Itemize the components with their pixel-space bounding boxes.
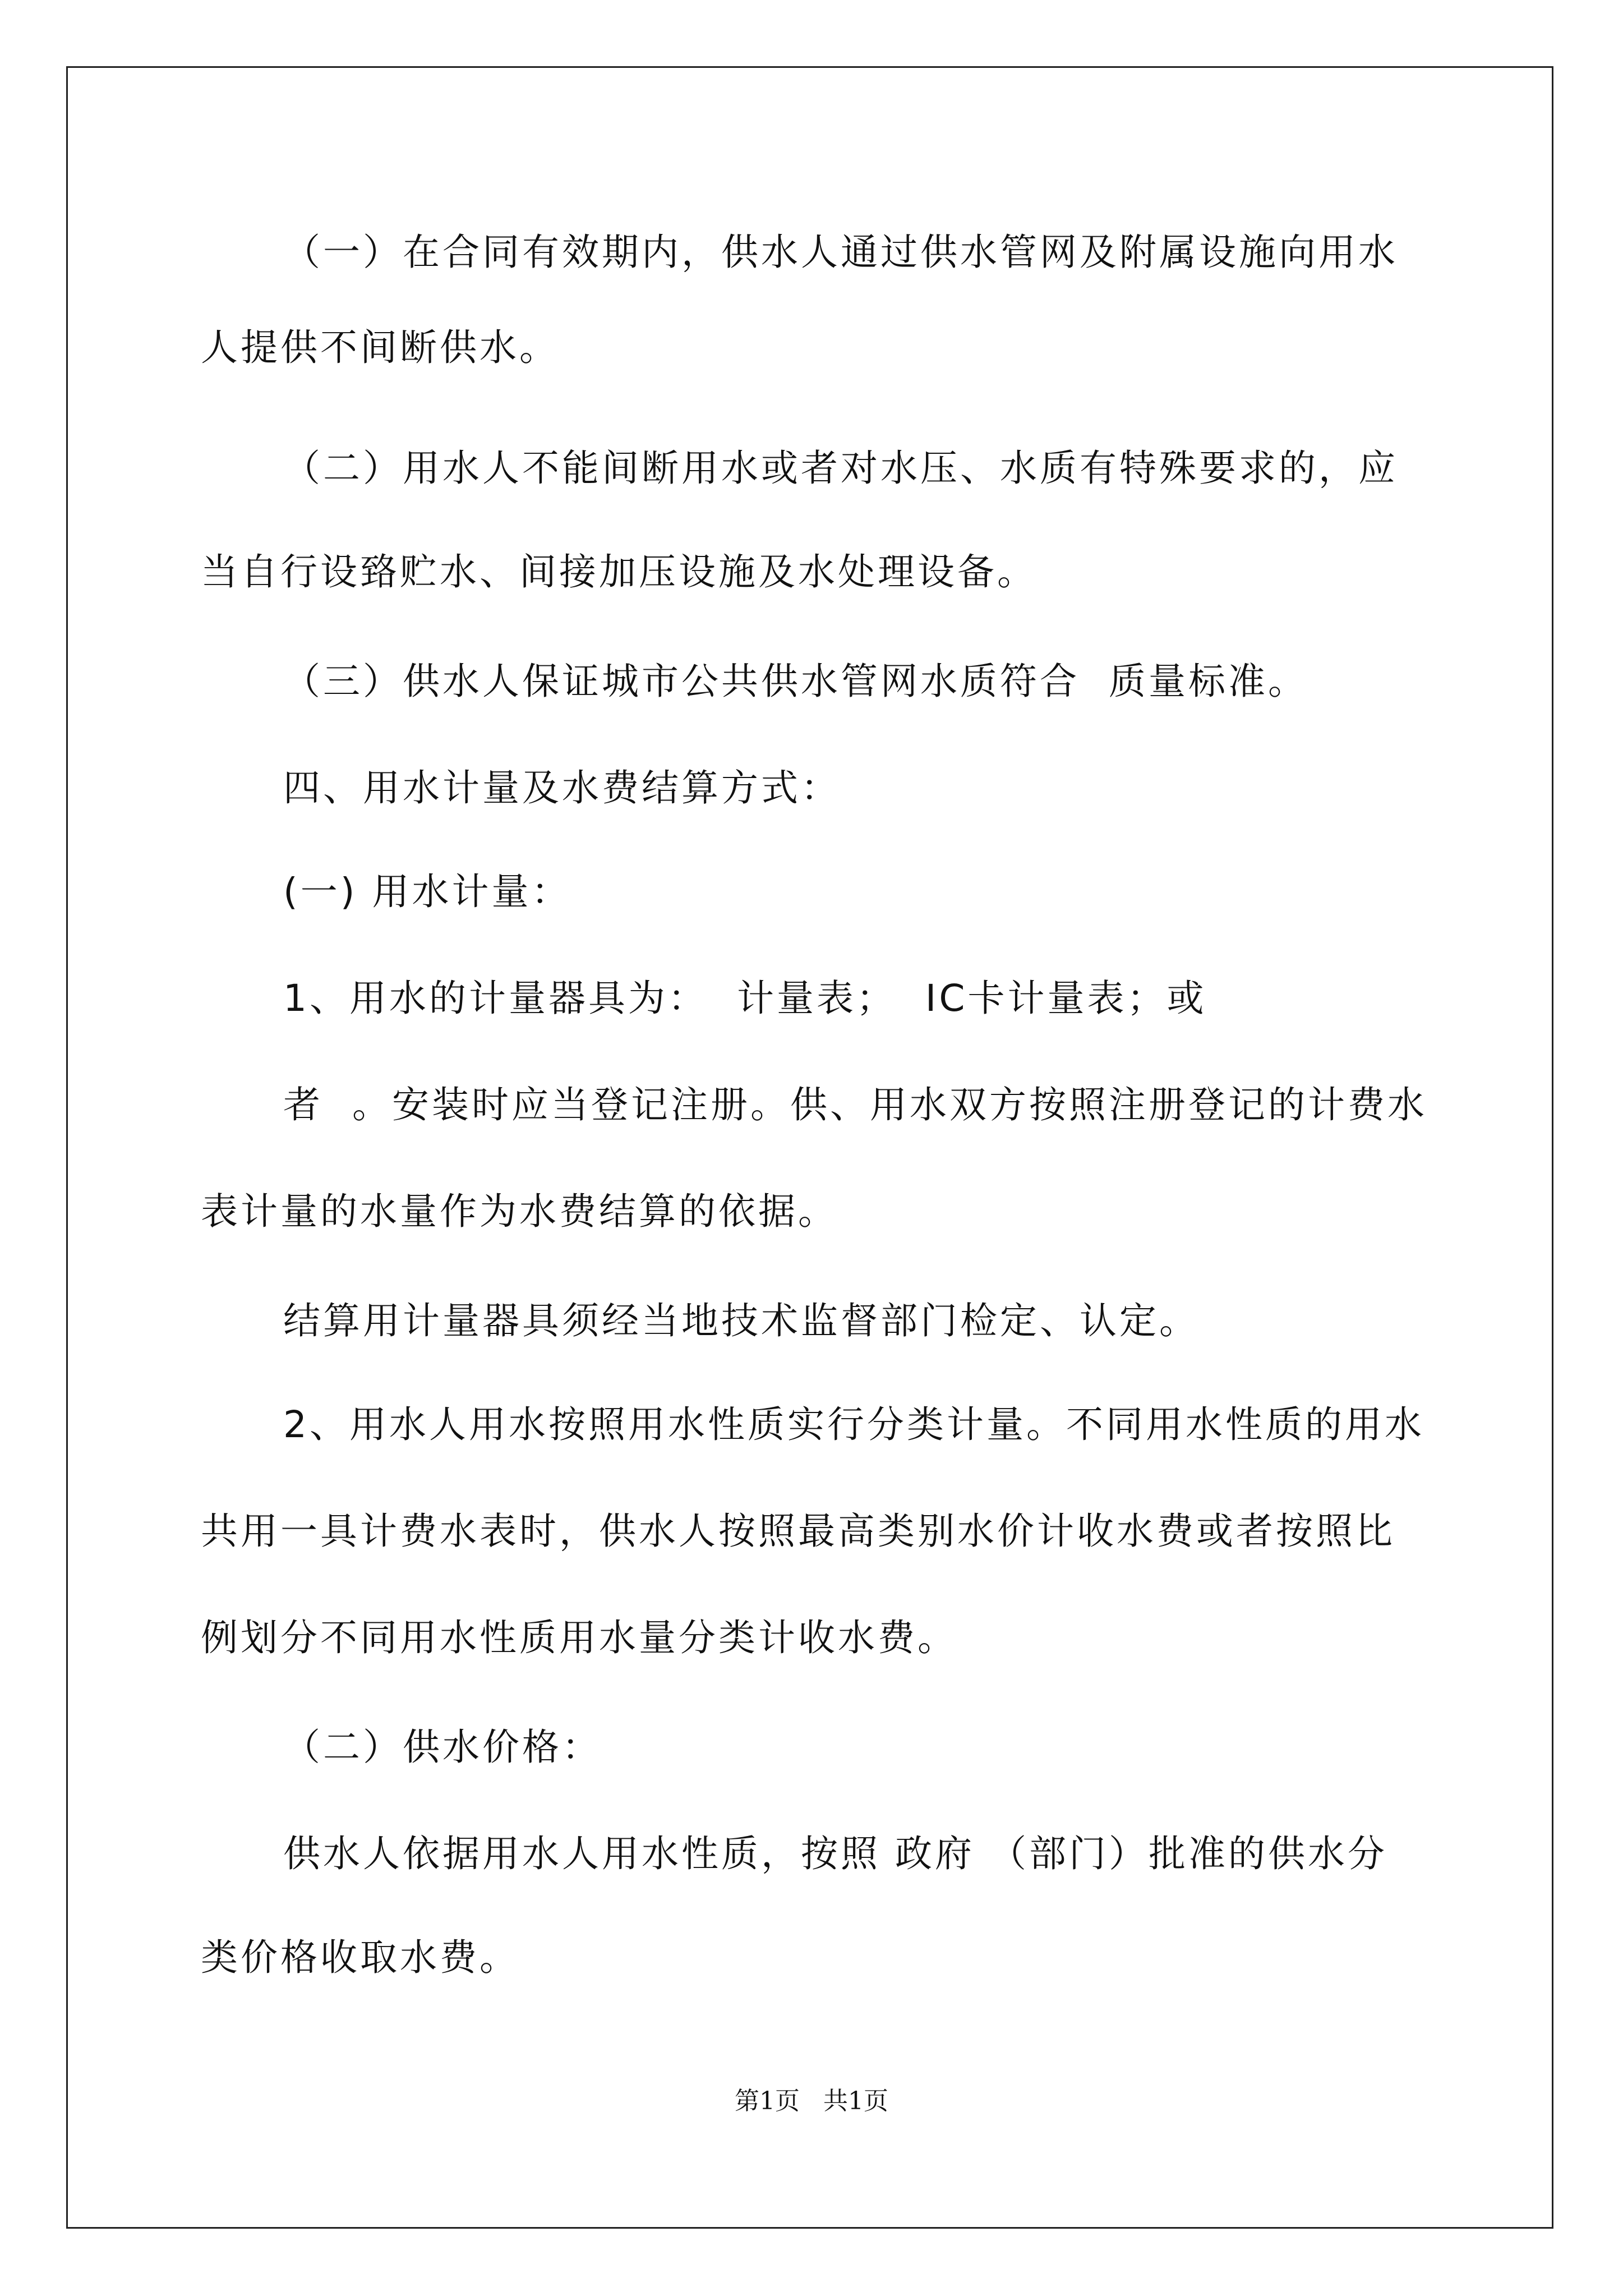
paragraph-line: 供水人依据用水人用水性质，按照 政府 （部门）批准的供水分 [283,1832,1387,1875]
paragraph-line: 表计量的水量作为水费结算的依据。 [201,1190,838,1233]
paragraph-line: 人提供不间断供水。 [201,326,559,369]
paragraph-line: 例划分不同用水性质用水量分类计收水费。 [201,1616,957,1659]
subsection-heading: （二）供水价格： [283,1726,602,1769]
subsection-heading: (一) 用水计量： [283,870,571,913]
paragraph-line: 结算用计量器具须经当地技术监督部门检定、认定。 [283,1299,1199,1342]
section-heading: 四、用水计量及水费结算方式： [283,766,841,809]
paragraph-line: （二）用水人不能间断用水或者对水压、水质有特殊要求的，应 [283,447,1398,490]
paragraph-line: 共用一具计费水表时，供水人按照最高类别水价计收水费或者按照比 [201,1510,1395,1553]
page-border [66,66,1553,2229]
paragraph-line: 类价格收取水费。 [201,1936,519,1979]
paragraph-line: 1、用水的计量器具为： 计量表； IC卡计量表；或 [283,977,1207,1020]
paragraph-line: 当自行设臵贮水、间接加压设施及水处理设备。 [201,550,1037,593]
paragraph-line: 者 。安装时应当登记注册。供、用水双方按照注册登记的计费水 [283,1083,1427,1126]
paragraph-line: （三）供水人保证城市公共供水管网水质符合 质量标准。 [283,660,1308,703]
page-number-footer: 第1页 共1页 [735,2087,888,2115]
paragraph-line: 2、用水人用水按照用水性质实行分类计量。不同用水性质的用水 [283,1403,1424,1446]
paragraph-line: （一）在合同有效期内，供水人通过供水管网及附属设施向用水 [283,231,1398,274]
